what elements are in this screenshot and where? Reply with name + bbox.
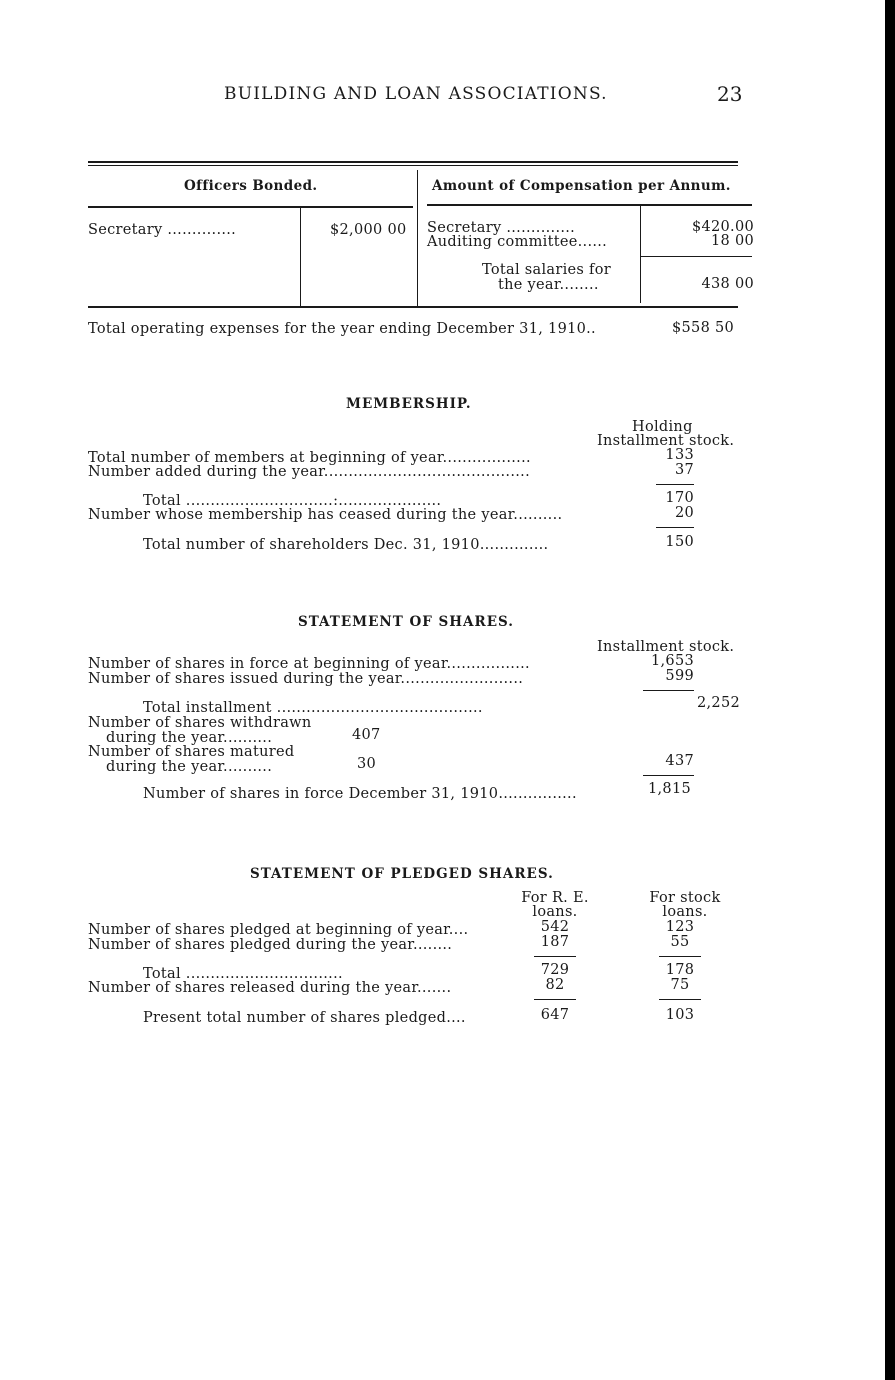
membership-diff-rule bbox=[656, 527, 694, 528]
membership-col-head2: Installment stock. bbox=[597, 433, 735, 449]
pledged-col1-head2: loans. bbox=[532, 904, 578, 920]
pledged-diff-rule-stock bbox=[659, 999, 701, 1000]
pledged-row-re: 647 bbox=[540, 1007, 570, 1023]
running-header: BUILDING AND LOAN ASSOCIATIONS. bbox=[224, 84, 608, 104]
shares-withdrawn-value: 407 bbox=[352, 727, 381, 743]
table-bottom-rule bbox=[88, 306, 738, 308]
shares-col-head: Installment stock. bbox=[597, 639, 735, 655]
salary-sum-rule bbox=[640, 256, 752, 257]
shares-matured-line2: during the year.......... bbox=[106, 759, 273, 775]
comp-auditing-amount: 18 00 bbox=[710, 233, 754, 249]
compensation-header: Amount of Compensation per Annum. bbox=[432, 178, 731, 194]
pledged-row-stock: 75 bbox=[670, 977, 690, 993]
pledged-diff-rule-re bbox=[534, 999, 576, 1000]
membership-row-value: 20 bbox=[674, 505, 694, 521]
shares-sum-rule bbox=[643, 690, 694, 691]
pledged-row-re: 729 bbox=[540, 962, 570, 978]
total-salaries-line2: the year........ bbox=[498, 277, 599, 293]
shares-matured-value: 30 bbox=[357, 756, 377, 772]
membership-title: MEMBERSHIP. bbox=[346, 396, 472, 412]
total-salaries-amount: 438 00 bbox=[701, 276, 754, 292]
membership-row-label: Number added during the year.......................................... bbox=[88, 464, 530, 480]
comp-secretary-amount: $420.00 bbox=[691, 219, 754, 235]
table-top-rule-thin bbox=[88, 165, 738, 166]
pledged-row-stock: 123 bbox=[665, 919, 695, 935]
pledged-row-stock: 103 bbox=[665, 1007, 695, 1023]
membership-row-label: Total number of members at beginning of year.................. bbox=[88, 450, 531, 466]
membership-sum-rule bbox=[656, 484, 694, 485]
shares-final-label: Number of shares in force December 31, 1910................ bbox=[143, 786, 577, 802]
pledged-row-stock: 55 bbox=[670, 934, 690, 950]
shares-in-force-label: Number of shares in force at beginning of year................. bbox=[88, 656, 530, 672]
center-divider bbox=[417, 170, 418, 306]
comp-auditing: Auditing committee...... bbox=[427, 234, 608, 250]
pledged-row-label: Number of shares pledged during the year........ bbox=[88, 937, 453, 953]
pledged-title: STATEMENT OF PLEDGED SHARES. bbox=[250, 866, 554, 882]
bonded-officer: Secretary .............. bbox=[88, 222, 237, 238]
pledged-row-label: Number of shares released during the year....... bbox=[88, 980, 452, 996]
membership-row-value: 150 bbox=[665, 534, 694, 550]
membership-row-label: Number whose membership has ceased during the year.......... bbox=[88, 507, 563, 523]
membership-row-value: 133 bbox=[665, 447, 694, 463]
membership-col-head1: Holding bbox=[632, 419, 693, 435]
pledged-row-stock: 178 bbox=[665, 962, 695, 978]
shares-deduct-total: 437 bbox=[665, 753, 694, 769]
shares-matured-line1: Number of shares matured bbox=[88, 744, 295, 760]
table-top-rule bbox=[88, 161, 738, 163]
shares-total-value: 2,252 bbox=[696, 695, 740, 711]
pledged-row-label: Present total number of shares pledged.... bbox=[143, 1010, 466, 1026]
pledged-sum-rule-stock bbox=[659, 956, 701, 957]
pledged-col1-head1: For R. E. bbox=[521, 890, 589, 906]
left-col-divider bbox=[300, 208, 301, 306]
shares-title: STATEMENT OF SHARES. bbox=[298, 614, 514, 630]
membership-row-label: Total ..............................:..................... bbox=[143, 493, 442, 509]
pledged-col2-head1: For stock bbox=[649, 890, 721, 906]
shares-withdrawn-line1: Number of shares withdrawn bbox=[88, 715, 312, 731]
shares-issued-value: 599 bbox=[665, 668, 694, 684]
membership-row-value: 37 bbox=[674, 462, 694, 478]
shares-in-force-value: 1,653 bbox=[650, 653, 694, 669]
total-salaries-line1: Total salaries for bbox=[482, 262, 611, 278]
shares-issued-label: Number of shares issued during the year......................... bbox=[88, 671, 524, 687]
pledged-row-label: Number of shares pledged at beginning of year.... bbox=[88, 922, 469, 938]
membership-row-value: 170 bbox=[665, 490, 694, 506]
scan-edge bbox=[885, 0, 895, 1380]
comp-secretary: Secretary .............. bbox=[427, 220, 576, 236]
pledged-row-label: Total ................................ bbox=[143, 966, 343, 982]
membership-row-label: Total number of shareholders Dec. 31, 1910.............. bbox=[143, 537, 549, 553]
header-rule-left bbox=[88, 206, 413, 208]
operating-expenses-amount: $558 50 bbox=[672, 320, 735, 336]
page-number: 23 bbox=[717, 82, 743, 106]
shares-final-value: 1,815 bbox=[648, 781, 692, 797]
pledged-sum-rule-re bbox=[534, 956, 576, 957]
officers-bonded-header: Officers Bonded. bbox=[184, 178, 318, 194]
bonded-amount: $2,000 00 bbox=[330, 222, 407, 238]
operating-expenses-label: Total operating expenses for the year ending December 31, 1910.. bbox=[88, 321, 596, 337]
shares-diff-rule bbox=[643, 775, 694, 776]
pledged-row-re: 82 bbox=[545, 977, 565, 993]
pledged-row-re: 187 bbox=[540, 934, 570, 950]
pledged-row-re: 542 bbox=[540, 919, 570, 935]
shares-total-label: Total installment .......................................... bbox=[143, 700, 483, 716]
shares-withdrawn-line2: during the year.......... bbox=[106, 730, 273, 746]
header-rule-right bbox=[427, 204, 752, 206]
pledged-col2-head2: loans. bbox=[662, 904, 708, 920]
